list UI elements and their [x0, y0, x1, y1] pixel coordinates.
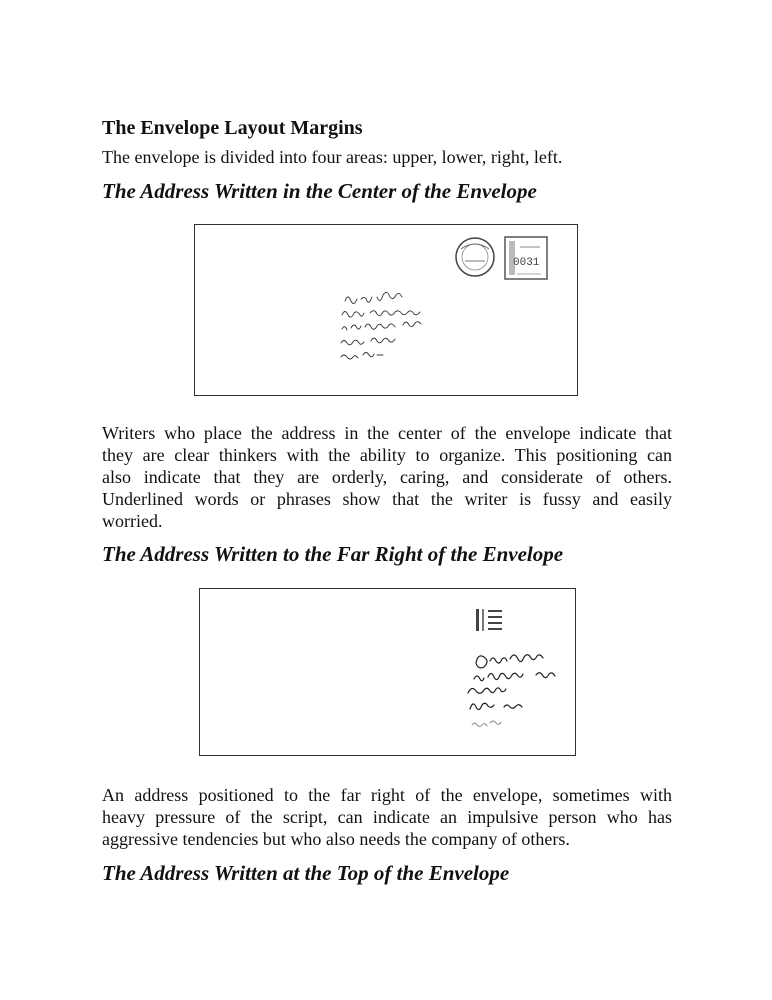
center-paragraph-line: Underlined words or phrases show that the writer is fussy and easily	[102, 489, 672, 509]
right-heading: The Address Written to the Far Right of the Envelope	[102, 542, 564, 566]
center-paragraph-line: they are clear thinkers with the ability to organize. This positioning can	[102, 445, 672, 465]
center-paragraph-line: Writers who place the address in the center of the envelope indicate that	[102, 423, 672, 443]
center-paragraph-line: also indicate that they are orderly, caring, and considerate of others.	[102, 467, 672, 487]
envelope-center-illustration	[194, 224, 578, 396]
envelope-center-drawing	[195, 225, 579, 397]
handwritten-address	[341, 292, 421, 359]
center-paragraph-line: worried.	[102, 511, 163, 531]
envelope-right-illustration	[199, 588, 576, 756]
meter-number: 0031	[513, 257, 540, 269]
top-heading: The Address Written at the Top of the Envelope	[102, 861, 510, 885]
layout-heading: The Envelope Layout Margins	[102, 117, 363, 139]
center-paragraph	[102, 422, 672, 532]
meter-stamp-icon	[505, 237, 547, 279]
layout-intro: The envelope is divided into four areas: upper, lower, right, left.	[102, 147, 563, 167]
handwritten-address	[468, 655, 555, 727]
right-paragraph-line: heavy pressure of the script, can indicate an impulsive person who has	[102, 807, 672, 827]
right-paragraph	[102, 784, 672, 850]
center-heading: The Address Written in the Center of the Envelope	[102, 179, 537, 203]
right-paragraph-line: aggressive tendencies but who also needs the company of others.	[102, 829, 570, 849]
meter-stamp-icon	[476, 609, 502, 631]
envelope-right-drawing	[200, 589, 577, 757]
right-paragraph-line: An address positioned to the far right of the envelope, sometimes with	[102, 785, 672, 805]
postmark-icon	[456, 238, 494, 276]
